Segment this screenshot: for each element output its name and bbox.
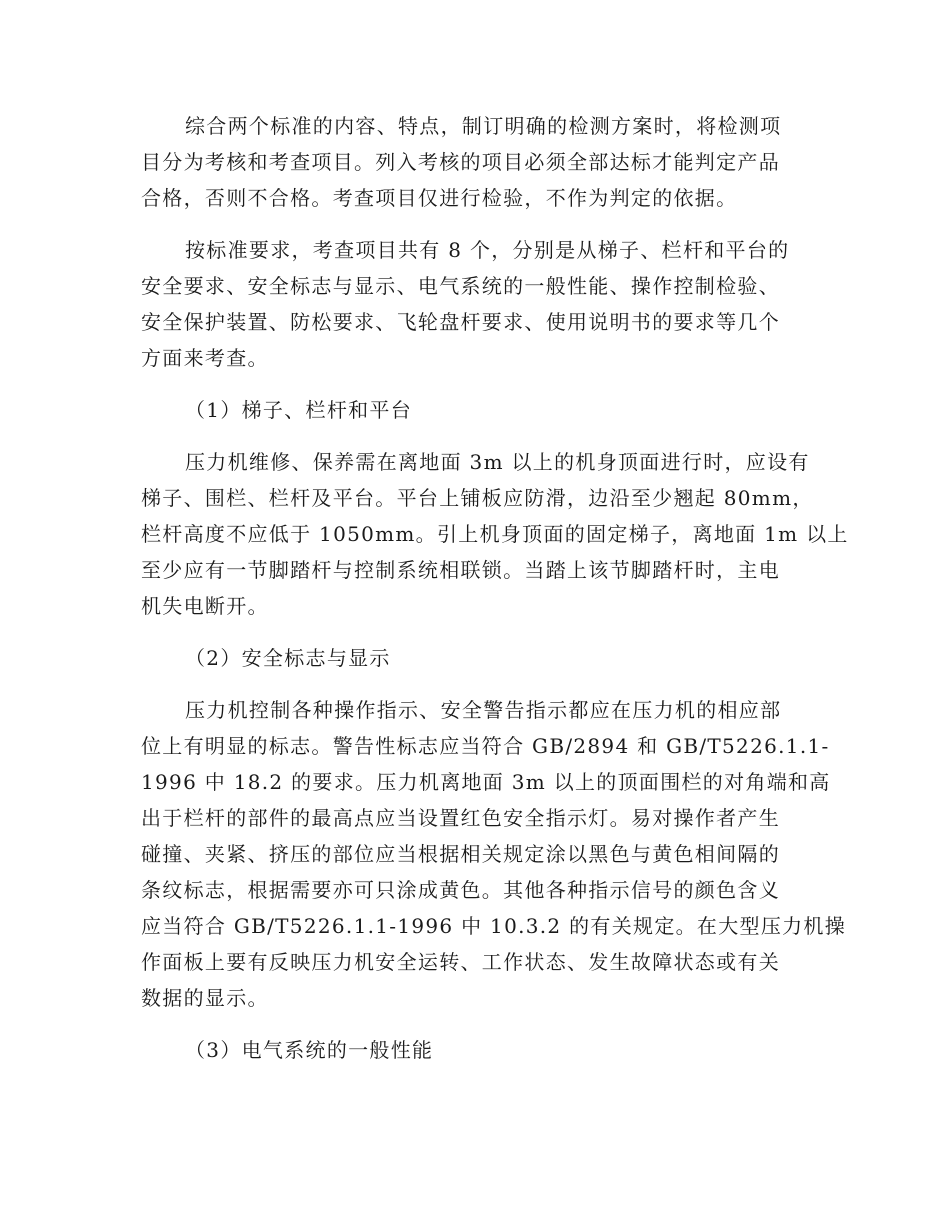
text-line: 数据的显示。 bbox=[141, 986, 269, 1010]
text-line: 至少应有一节脚踏杆与控制系统相联锁。当踏上该节脚踏杆时，主电 bbox=[141, 558, 780, 582]
text-line: 机失电断开。 bbox=[141, 594, 269, 618]
text-line: 压力机控制各种操作指示、安全警告指示都应在压力机的相应部 bbox=[185, 698, 782, 722]
text-line: 应当符合 GB/T5226.1.1-1996 中 10.3.2 的有关规定。在大型压力机操 bbox=[141, 914, 847, 938]
text-line: 安全保护装置、防松要求、飞轮盘杆要求、使用说明书的要求等几个 bbox=[141, 310, 780, 334]
paragraph-inspection-plan bbox=[141, 108, 811, 216]
text-line: 安全要求、安全标志与显示、电气系统的一般性能、操作控制检验、 bbox=[141, 274, 780, 298]
text-line: 位上有明显的标志。警告性标志应当符合 GB/2894 和 GB/T5226.1.1- bbox=[141, 734, 830, 758]
text-line: 压力机维修、保养需在离地面 3m 以上的机身顶面进行时，应设有 bbox=[185, 450, 810, 474]
section-heading-safety-signs: （2）安全标志与显示 bbox=[185, 646, 391, 670]
text-line: 出于栏杆的部件的最高点应当设置红色安全指示灯。易对操作者产生 bbox=[141, 806, 780, 830]
text-line: 碰撞、夹紧、挤压的部位应当根据相关规定涂以黑色与黄色相间隔的 bbox=[141, 842, 780, 866]
paragraph-inspection-items bbox=[141, 232, 811, 376]
text-line: 按标准要求，考查项目共有 8 个，分别是从梯子、栏杆和平台的 bbox=[185, 238, 790, 262]
text-line: 条纹标志，根据需要亦可只涂成黄色。其他各种指示信号的颜色含义 bbox=[141, 878, 780, 902]
section-heading-electrical: （3）电气系统的一般性能 bbox=[185, 1038, 434, 1062]
text-line: 1996 中 18.2 的要求。压力机离地面 3m 以上的顶面围栏的对角端和高 bbox=[141, 770, 831, 794]
text-line: 综合两个标准的内容、特点，制订明确的检测方案时，将检测项 bbox=[185, 114, 782, 138]
text-line: 作面板上要有反映压力机安全运转、工作状态、发生故障状态或有关 bbox=[141, 950, 780, 974]
text-line: 方面来考查。 bbox=[141, 346, 269, 370]
document-body bbox=[141, 108, 849, 1084]
text-line: 目分为考核和考查项目。列入考核的项目必须全部达标才能判定产品 bbox=[141, 150, 780, 174]
text-line: 栏杆高度不应低于 1050mm。引上机身顶面的固定梯子，离地面 1m 以上 bbox=[141, 522, 849, 546]
section-heading-ladders: （1）梯子、栏杆和平台 bbox=[185, 398, 413, 422]
paragraph-safety-signs bbox=[141, 692, 847, 1016]
text-line: 合格，否则不合格。考查项目仅进行检验，不作为判定的依据。 bbox=[141, 186, 738, 210]
text-line: 梯子、围栏、栏杆及平台。平台上铺板应防滑，边沿至少翘起 80mm， bbox=[141, 486, 814, 510]
paragraph-ladders bbox=[141, 444, 849, 624]
